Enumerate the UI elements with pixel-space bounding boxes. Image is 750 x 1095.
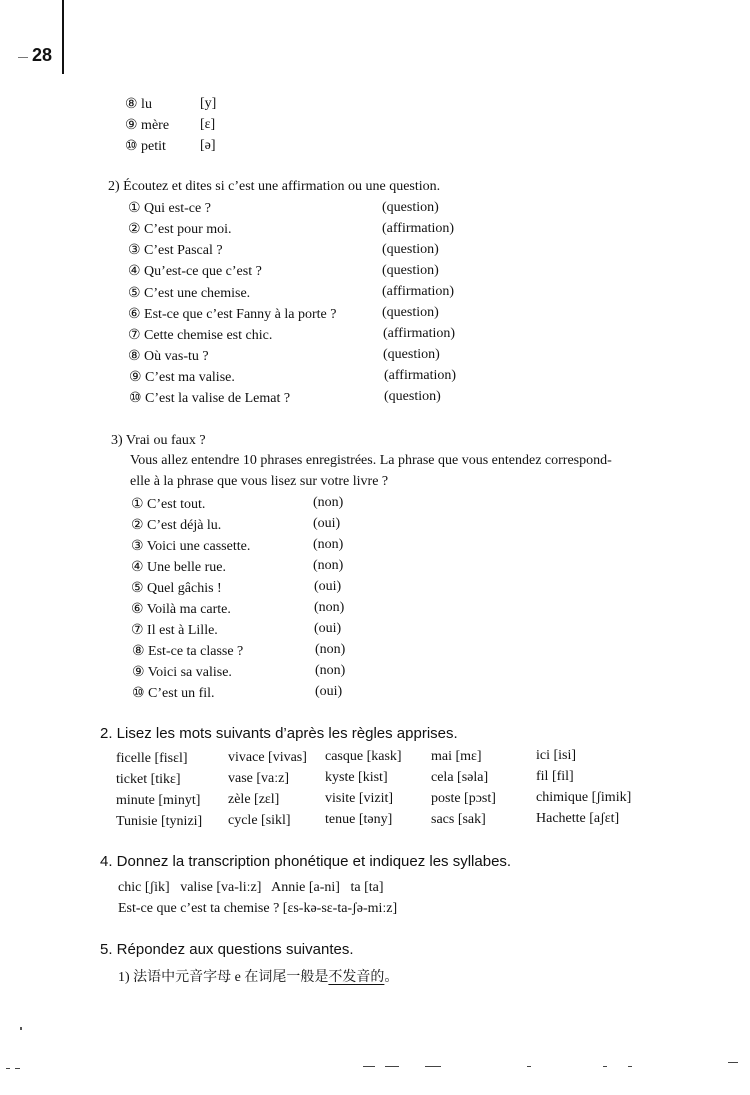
word-cell: sacs [sak] bbox=[431, 812, 486, 827]
ex3-item: ⑦ Il est à Lille. bbox=[131, 623, 218, 638]
word-cell: casque [kask] bbox=[325, 749, 402, 764]
ex3-answer: (non) bbox=[313, 495, 344, 510]
ex2-item: ② C’est pour moi. bbox=[128, 222, 232, 237]
word-cell: vivace [vivas] bbox=[228, 750, 307, 765]
word-cell: tenue [təny] bbox=[325, 812, 393, 827]
ex3-answer: (oui) bbox=[314, 579, 342, 594]
ex2-answer: (affirmation) bbox=[382, 221, 455, 236]
word-cell: poste [pɔst] bbox=[431, 791, 496, 806]
ex2-answer: (affirmation) bbox=[384, 368, 457, 383]
word-cell: kyste [kist] bbox=[325, 770, 388, 785]
scan-mark bbox=[385, 1066, 399, 1067]
ex2-item: ⑨ C’est ma valise. bbox=[129, 370, 235, 385]
word-cell: cela [səla] bbox=[431, 770, 489, 785]
ex3-item: ③ Voici une cassette. bbox=[131, 539, 251, 554]
section-4-title: 4. Donnez la transcription phonétique et indiquez les syllabes. bbox=[100, 853, 512, 870]
question-1-end: 。 bbox=[384, 970, 399, 985]
vowel-symbol-9: [ɛ] bbox=[200, 117, 216, 132]
word-cell: chimique [ʃimik] bbox=[536, 790, 632, 805]
ex3-answer: (non) bbox=[315, 642, 346, 657]
vowel-item-8: ⑧ lu bbox=[125, 97, 152, 112]
ex2-answer: (question) bbox=[382, 263, 439, 278]
word-cell: Hachette [aʃɛt] bbox=[536, 811, 620, 826]
scan-mark bbox=[728, 1062, 738, 1063]
page-margin-tick bbox=[18, 57, 28, 58]
ex3-answer: (non) bbox=[313, 558, 344, 573]
exercise-3-instruction: Vous allez entendre 10 phrases enregistrées. La phrase que vous entendez correspond- bbox=[130, 453, 612, 468]
ex3-answer: (oui) bbox=[315, 684, 343, 699]
scan-mark bbox=[363, 1066, 375, 1067]
word-cell: mai [mɛ] bbox=[431, 749, 482, 764]
scan-speck bbox=[20, 1027, 22, 1030]
ex2-item: ① Qui est-ce ? bbox=[128, 201, 211, 216]
ex3-answer: (non) bbox=[314, 600, 345, 615]
page-margin-rule bbox=[62, 0, 64, 74]
scan-mark bbox=[425, 1066, 441, 1067]
ex2-item: ⑦ Cette chemise est chic. bbox=[128, 328, 273, 343]
transcription-line: chic [ʃik] valise [va-liːz] Annie [a-ni] ta [ta] bbox=[118, 880, 384, 895]
scan-mark bbox=[628, 1066, 632, 1067]
ex2-item: ⑩ C’est la valise de Lemat ? bbox=[129, 391, 291, 406]
ex3-item: ⑨ Voici sa valise. bbox=[132, 665, 232, 680]
ex3-item: ⑤ Quel gâchis ! bbox=[131, 581, 222, 596]
ex3-answer: (oui) bbox=[313, 516, 341, 531]
ex2-item: ⑥ Est-ce que c’est Fanny à la porte ? bbox=[128, 307, 337, 322]
word-cell: minute [minyt] bbox=[116, 793, 201, 808]
question-1-answer: 不发音的 bbox=[328, 970, 385, 985]
ex2-answer: (question) bbox=[382, 305, 439, 320]
ex2-answer: (affirmation) bbox=[382, 284, 455, 299]
exercise-2-title: 2) Écoutez et dites si c’est une affirmation ou une question. bbox=[108, 179, 441, 194]
ex2-item: ④ Qu’est-ce que c’est ? bbox=[128, 264, 262, 279]
word-cell: zèle [zɛl] bbox=[228, 792, 280, 807]
exercise-3-title: 3) Vrai ou faux ? bbox=[111, 433, 206, 448]
ex3-item: ④ Une belle rue. bbox=[131, 560, 226, 575]
ex2-item: ⑧ Où vas-tu ? bbox=[128, 349, 209, 364]
word-cell: ticket [tikɛ] bbox=[116, 772, 181, 787]
word-cell: Tunisie [tynizi] bbox=[116, 814, 203, 829]
ex3-item: ① C’est tout. bbox=[131, 497, 206, 512]
page-number: 28 bbox=[32, 45, 53, 65]
ex2-item: ③ C’est Pascal ? bbox=[128, 243, 223, 258]
vowel-symbol-10: [ə] bbox=[200, 138, 216, 153]
word-cell: ici [isi] bbox=[536, 748, 577, 763]
ex2-answer: (question) bbox=[382, 242, 439, 257]
scan-mark bbox=[603, 1066, 607, 1067]
word-cell: cycle [sikl] bbox=[228, 813, 291, 828]
word-cell: ficelle [fisɛl] bbox=[116, 751, 188, 766]
word-cell: fil [fil] bbox=[536, 769, 574, 784]
ex3-answer: (non) bbox=[313, 537, 344, 552]
ex3-item: ⑩ C’est un fil. bbox=[132, 686, 215, 701]
section-2-title: 2. Lisez les mots suivants d’après les règles apprises. bbox=[100, 725, 458, 742]
section-5-title: 5. Répondez aux questions suivantes. bbox=[100, 941, 354, 958]
ex3-item: ② C’est déjà lu. bbox=[131, 518, 222, 533]
ex3-answer: (non) bbox=[315, 663, 346, 678]
word-cell: vase [vaːz] bbox=[228, 771, 290, 786]
ex2-answer: (question) bbox=[382, 200, 439, 215]
exercise-3-instruction: elle à la phrase que vous lisez sur votre livre ? bbox=[130, 474, 389, 489]
vowel-item-9: ⑨ mère bbox=[125, 118, 170, 133]
ex2-answer: (question) bbox=[383, 347, 440, 362]
ex2-answer: (question) bbox=[384, 389, 441, 404]
scan-mark bbox=[15, 1068, 20, 1069]
ex2-item: ⑤ C’est une chemise. bbox=[128, 286, 251, 301]
vowel-item-10: ⑩ petit bbox=[125, 139, 166, 154]
transcription-line: Est-ce que c’est ta chemise ? [ɛs-kə-sɛ-ta-ʃə-miːz] bbox=[118, 901, 398, 916]
ex3-answer: (oui) bbox=[314, 621, 342, 636]
vowel-symbol-8: [y] bbox=[200, 96, 217, 111]
scan-mark bbox=[6, 1068, 10, 1069]
scan-mark bbox=[527, 1066, 531, 1067]
question-1 bbox=[118, 966, 398, 986]
question-1-text: 1) 法语中元音字母 e 在词尾一般是 bbox=[118, 970, 329, 985]
ex3-item: ⑥ Voilà ma carte. bbox=[131, 602, 231, 617]
ex2-answer: (affirmation) bbox=[383, 326, 456, 341]
ex3-item: ⑧ Est-ce ta classe ? bbox=[132, 644, 244, 659]
word-cell: visite [vizit] bbox=[325, 791, 394, 806]
